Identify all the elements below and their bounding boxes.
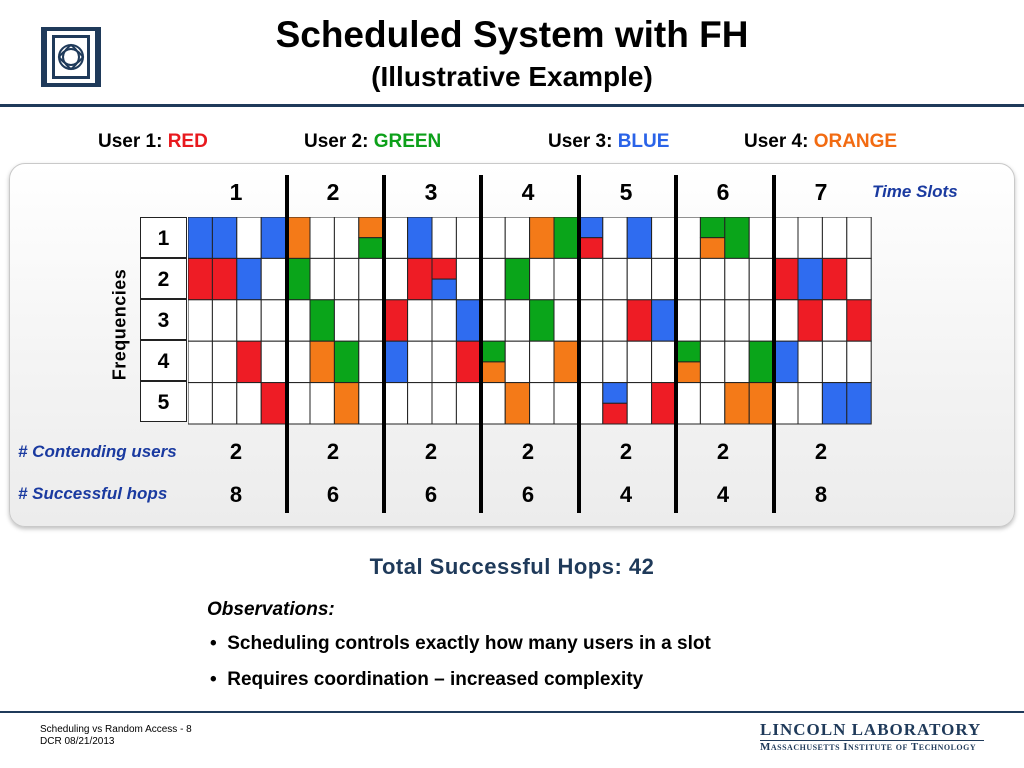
time-slot-4: 4 xyxy=(521,179,535,205)
grid-cell-f1-c20 xyxy=(652,217,676,258)
grid-cell-f2-c9 xyxy=(383,258,407,299)
legend-user-4-prefix: User 4: xyxy=(744,131,809,152)
grid-cell-f2-c11 xyxy=(432,279,456,300)
grid-cell-f3-c7 xyxy=(334,300,358,341)
grid-cell-f5-c7 xyxy=(334,383,358,424)
grid-cell-f5-c17 xyxy=(578,383,602,424)
grid-cell-f1-c7 xyxy=(334,217,358,258)
successful-slot-2: 6 xyxy=(326,482,340,507)
grid-cell-f1-c15 xyxy=(530,217,554,258)
grid-cell-f2-c17 xyxy=(578,258,602,299)
successful-slot-7: 8 xyxy=(814,482,828,507)
grid-cell-f1-c18 xyxy=(603,217,627,258)
contending-slot-6: 2 xyxy=(716,439,730,464)
time-slot-1: 1 xyxy=(229,179,243,205)
grid-cell-f1-c13 xyxy=(481,217,505,258)
grid-cell-f2-c11 xyxy=(432,258,456,279)
grid-cell-f2-c2 xyxy=(212,258,236,299)
grid-cell-f1-c26 xyxy=(798,217,822,258)
successful-slot-5: 4 xyxy=(619,482,633,507)
grid-cell-f3-c5 xyxy=(286,300,310,341)
grid-cell-f2-c25 xyxy=(774,258,798,299)
page-subtitle: (Illustrative Example) xyxy=(371,61,653,92)
grid-cell-f2-c20 xyxy=(652,258,676,299)
time-slots-label: Time Slots xyxy=(872,182,958,201)
grid-cell-f3-c16 xyxy=(554,300,578,341)
header-divider xyxy=(0,104,1024,107)
grid-cell-f3-c26 xyxy=(798,300,822,341)
grid-cell-f5-c18 xyxy=(603,383,627,404)
grid-cell-f1-c17 xyxy=(578,238,602,259)
contending-slot-4: 2 xyxy=(521,439,535,464)
grid-cell-f3-c8 xyxy=(359,300,383,341)
footer-date: DCR 08/21/2013 xyxy=(40,736,115,747)
grid-cell-f2-c15 xyxy=(530,258,554,299)
grid-cell-f5-c25 xyxy=(774,383,798,424)
legend-user-3-color: BLUE xyxy=(617,131,670,152)
successful-slot-6: 4 xyxy=(716,482,730,507)
grid-cell-f3-c10 xyxy=(408,300,432,341)
grid-cell-f5-c16 xyxy=(554,383,578,424)
grid-cell-f4-c3 xyxy=(237,341,261,382)
grid-cell-f4-c6 xyxy=(310,341,334,382)
grid-cell-f2-c7 xyxy=(334,258,358,299)
grid-cell-f4-c19 xyxy=(627,341,651,382)
grid-cell-f5-c4 xyxy=(261,383,285,424)
grid-cell-f5-c3 xyxy=(237,383,261,424)
grid-cell-f5-c9 xyxy=(383,383,407,424)
grid-cell-f2-c1 xyxy=(188,258,212,299)
grid-cell-f1-c14 xyxy=(505,217,529,258)
grid-cell-f5-c18 xyxy=(603,403,627,424)
grid-cell-f3-c17 xyxy=(578,300,602,341)
lab-name: LINCOLN LABORATORY xyxy=(760,720,982,739)
grid-cell-f1-c8 xyxy=(359,217,383,238)
successful-slot-3: 6 xyxy=(424,482,438,507)
slot-separator xyxy=(285,175,289,513)
contending-slot-5: 2 xyxy=(619,439,633,464)
legend-user-1-color: RED xyxy=(167,131,208,152)
grid-cell-f1-c25 xyxy=(774,217,798,258)
grid-cell-f1-c11 xyxy=(432,217,456,258)
frequency-3: 3 xyxy=(140,299,187,340)
grid-cell-f5-c19 xyxy=(627,383,651,424)
slot-separator xyxy=(382,175,386,513)
grid-cell-f3-c11 xyxy=(432,300,456,341)
grid-cell-f3-c20 xyxy=(652,300,676,341)
grid-cell-f1-c9 xyxy=(383,217,407,258)
footer-slide-info: Scheduling vs Random Access - 8 xyxy=(40,724,192,735)
grid-cell-f3-c25 xyxy=(774,300,798,341)
grid-cell-f4-c10 xyxy=(408,341,432,382)
grid-cell-f1-c19 xyxy=(627,217,651,258)
grid-cell-f5-c5 xyxy=(286,383,310,424)
lab-subtitle: Massachusetts Institute of Technology xyxy=(760,741,977,753)
slot-separator xyxy=(674,175,678,513)
grid-cell-f1-c17 xyxy=(578,217,602,238)
grid-cell-f3-c9 xyxy=(383,300,407,341)
grid-cell-f4-c22 xyxy=(700,341,724,382)
grid-cell-f1-c12 xyxy=(456,217,480,258)
legend-user-2-color: GREEN xyxy=(373,131,442,152)
time-slot-5: 5 xyxy=(619,179,633,205)
grid-cell-f4-c5 xyxy=(286,341,310,382)
grid-cell-f4-c20 xyxy=(652,341,676,382)
grid-cell-f2-c22 xyxy=(700,258,724,299)
grid-cell-f1-c5 xyxy=(286,217,310,258)
grid-cell-f5-c10 xyxy=(408,383,432,424)
grid-cell-f4-c15 xyxy=(530,341,554,382)
grid-cell-f2-c16 xyxy=(554,258,578,299)
grid-cell-f4-c13 xyxy=(481,341,505,362)
grid-cell-f4-c14 xyxy=(505,341,529,382)
successful-slot-1: 8 xyxy=(229,482,243,507)
grid-cell-f4-c21 xyxy=(676,341,700,362)
grid-cell-f4-c21 xyxy=(676,362,700,383)
grid-cell-f5-c27 xyxy=(822,383,846,424)
grid-cell-f2-c12 xyxy=(456,258,480,299)
grid-cell-f4-c25 xyxy=(774,341,798,382)
grid-cell-f3-c27 xyxy=(822,300,846,341)
grid-cell-f5-c21 xyxy=(676,383,700,424)
grid-cell-f2-c5 xyxy=(286,258,310,299)
footer-divider xyxy=(0,711,1024,713)
grid-cell-f1-c6 xyxy=(310,217,334,258)
grid-cell-f5-c8 xyxy=(359,383,383,424)
successful-slot-4: 6 xyxy=(521,482,535,507)
observation-item: • Requires coordination – increased complexity xyxy=(210,669,644,690)
legend-user-3-prefix: User 3: xyxy=(548,131,613,152)
observation-text: Requires coordination – increased complexity xyxy=(227,669,644,690)
grid-cell-f1-c22 xyxy=(700,238,724,259)
grid-cell-f2-c18 xyxy=(603,258,627,299)
grid-cell-f3-c24 xyxy=(749,300,773,341)
grid-cell-f4-c13 xyxy=(481,362,505,383)
observation-item: • Scheduling controls exactly how many users in a slot xyxy=(210,633,711,654)
grid-cell-f4-c2 xyxy=(212,341,236,382)
grid-cell-f1-c28 xyxy=(847,217,871,258)
observation-text: Scheduling controls exactly how many users in a slot xyxy=(227,633,711,654)
grid-cell-f3-c13 xyxy=(481,300,505,341)
grid-cell-f2-c21 xyxy=(676,258,700,299)
legend-user-1 xyxy=(98,130,208,154)
frequency-2: 2 xyxy=(140,258,187,299)
grid-cell-f3-c21 xyxy=(676,300,700,341)
contending-slot-3: 2 xyxy=(424,439,438,464)
grid-cell-f1-c10 xyxy=(408,217,432,258)
page-title: Scheduled System with FH xyxy=(275,14,749,55)
grid-cell-f4-c8 xyxy=(359,341,383,382)
grid-cell-f3-c28 xyxy=(847,300,871,341)
grid-cell-f5-c26 xyxy=(798,383,822,424)
grid-cell-f4-c26 xyxy=(798,341,822,382)
grid-cell-f2-c13 xyxy=(481,258,505,299)
grid-cell-f4-c24 xyxy=(749,341,773,382)
grid-cell-f3-c2 xyxy=(212,300,236,341)
grid-cell-f2-c3 xyxy=(237,258,261,299)
grid-cell-f5-c20 xyxy=(652,383,676,424)
grid-cell-f2-c6 xyxy=(310,258,334,299)
time-slot-6: 6 xyxy=(716,179,730,205)
grid-cell-f4-c27 xyxy=(822,341,846,382)
grid-cell-f4-c9 xyxy=(383,341,407,382)
grid-cell-f1-c4 xyxy=(261,217,285,258)
frequencies-label-text: Frequencies xyxy=(109,268,130,381)
grid-cell-f2-c26 xyxy=(798,258,822,299)
grid-cell-f2-c4 xyxy=(261,258,285,299)
grid-cell-f5-c2 xyxy=(212,383,236,424)
grid-cell-f3-c3 xyxy=(237,300,261,341)
grid-cell-f3-c18 xyxy=(603,300,627,341)
grid-cell-f1-c21 xyxy=(676,217,700,258)
slot-separator xyxy=(577,175,581,513)
grid-cell-f4-c4 xyxy=(261,341,285,382)
grid-cell-f2-c19 xyxy=(627,258,651,299)
time-slot-7: 7 xyxy=(814,179,828,205)
legend-user-3 xyxy=(548,130,669,154)
time-slot-3: 3 xyxy=(424,179,438,205)
grid-cell-f2-c10 xyxy=(408,258,432,299)
grid-cell-f1-c1 xyxy=(188,217,212,258)
grid-cell-f4-c16 xyxy=(554,341,578,382)
grid-cell-f3-c12 xyxy=(456,300,480,341)
grid-cell-f2-c27 xyxy=(822,258,846,299)
grid-cell-f1-c2 xyxy=(212,217,236,258)
frequency-5: 5 xyxy=(140,381,187,422)
contending-slot-1: 2 xyxy=(229,439,243,464)
grid-cell-f5-c1 xyxy=(188,383,212,424)
grid-cell-f3-c15 xyxy=(530,300,554,341)
grid-cell-f3-c6 xyxy=(310,300,334,341)
grid-cell-f4-c28 xyxy=(847,341,871,382)
legend-user-4-color: ORANGE xyxy=(813,131,898,152)
contending-slot-7: 2 xyxy=(814,439,828,464)
grid-cell-f2-c28 xyxy=(847,258,871,299)
slot-separator xyxy=(479,175,483,513)
grid-cell-f3-c1 xyxy=(188,300,212,341)
observations-title: Observations: xyxy=(207,599,335,620)
successful-hops-label: # Successful hops xyxy=(18,484,168,503)
grid-cell-f5-c28 xyxy=(847,383,871,424)
grid-cell-f4-c17 xyxy=(578,341,602,382)
grid-cell-f1-c23 xyxy=(725,217,749,258)
time-slot-2: 2 xyxy=(326,179,340,205)
contending-users-label: # Contending users xyxy=(18,442,177,461)
grid-cell-f4-c7 xyxy=(334,341,358,382)
grid-cell-f3-c22 xyxy=(700,300,724,341)
frequency-1: 1 xyxy=(140,217,187,258)
grid-cell-f3-c23 xyxy=(725,300,749,341)
grid-cell-f1-c27 xyxy=(822,217,846,258)
grid-cell-f1-c24 xyxy=(749,217,773,258)
grid-cell-f4-c11 xyxy=(432,341,456,382)
grid-cell-f5-c13 xyxy=(481,383,505,424)
legend-user-2 xyxy=(304,130,441,154)
grid-cell-f2-c23 xyxy=(725,258,749,299)
legend-user-4 xyxy=(744,130,897,154)
grid-cell-f3-c19 xyxy=(627,300,651,341)
grid-cell-f1-c22 xyxy=(700,217,724,238)
grid-cell-f4-c23 xyxy=(725,341,749,382)
grid-cell-f1-c3 xyxy=(237,217,261,258)
frequency-4: 4 xyxy=(140,340,187,381)
grid-cell-f2-c24 xyxy=(749,258,773,299)
grid-cell-f5-c12 xyxy=(456,383,480,424)
grid-cell-f5-c6 xyxy=(310,383,334,424)
grid-cell-f4-c18 xyxy=(603,341,627,382)
grid-cell-f1-c8 xyxy=(359,238,383,259)
legend-user-1-prefix: User 1: xyxy=(98,131,163,152)
grid-cell-f5-c23 xyxy=(725,383,749,424)
grid-cell-f1-c16 xyxy=(554,217,578,258)
total-successful-hops: Total Successful Hops: 42 xyxy=(369,554,655,579)
grid-cell-f3-c14 xyxy=(505,300,529,341)
slot-separator xyxy=(772,175,776,513)
legend-user-2-prefix: User 2: xyxy=(304,131,369,152)
grid-cell-f5-c14 xyxy=(505,383,529,424)
grid-cell-f5-c22 xyxy=(700,383,724,424)
grid-cell-f5-c24 xyxy=(749,383,773,424)
grid-cell-f3-c4 xyxy=(261,300,285,341)
grid-cell-f5-c15 xyxy=(530,383,554,424)
grid-cell-f4-c12 xyxy=(456,341,480,382)
grid-cell-f4-c1 xyxy=(188,341,212,382)
grid-cell-f5-c11 xyxy=(432,383,456,424)
grid-cell-f2-c14 xyxy=(505,258,529,299)
contending-slot-2: 2 xyxy=(326,439,340,464)
grid-cell-f2-c8 xyxy=(359,258,383,299)
